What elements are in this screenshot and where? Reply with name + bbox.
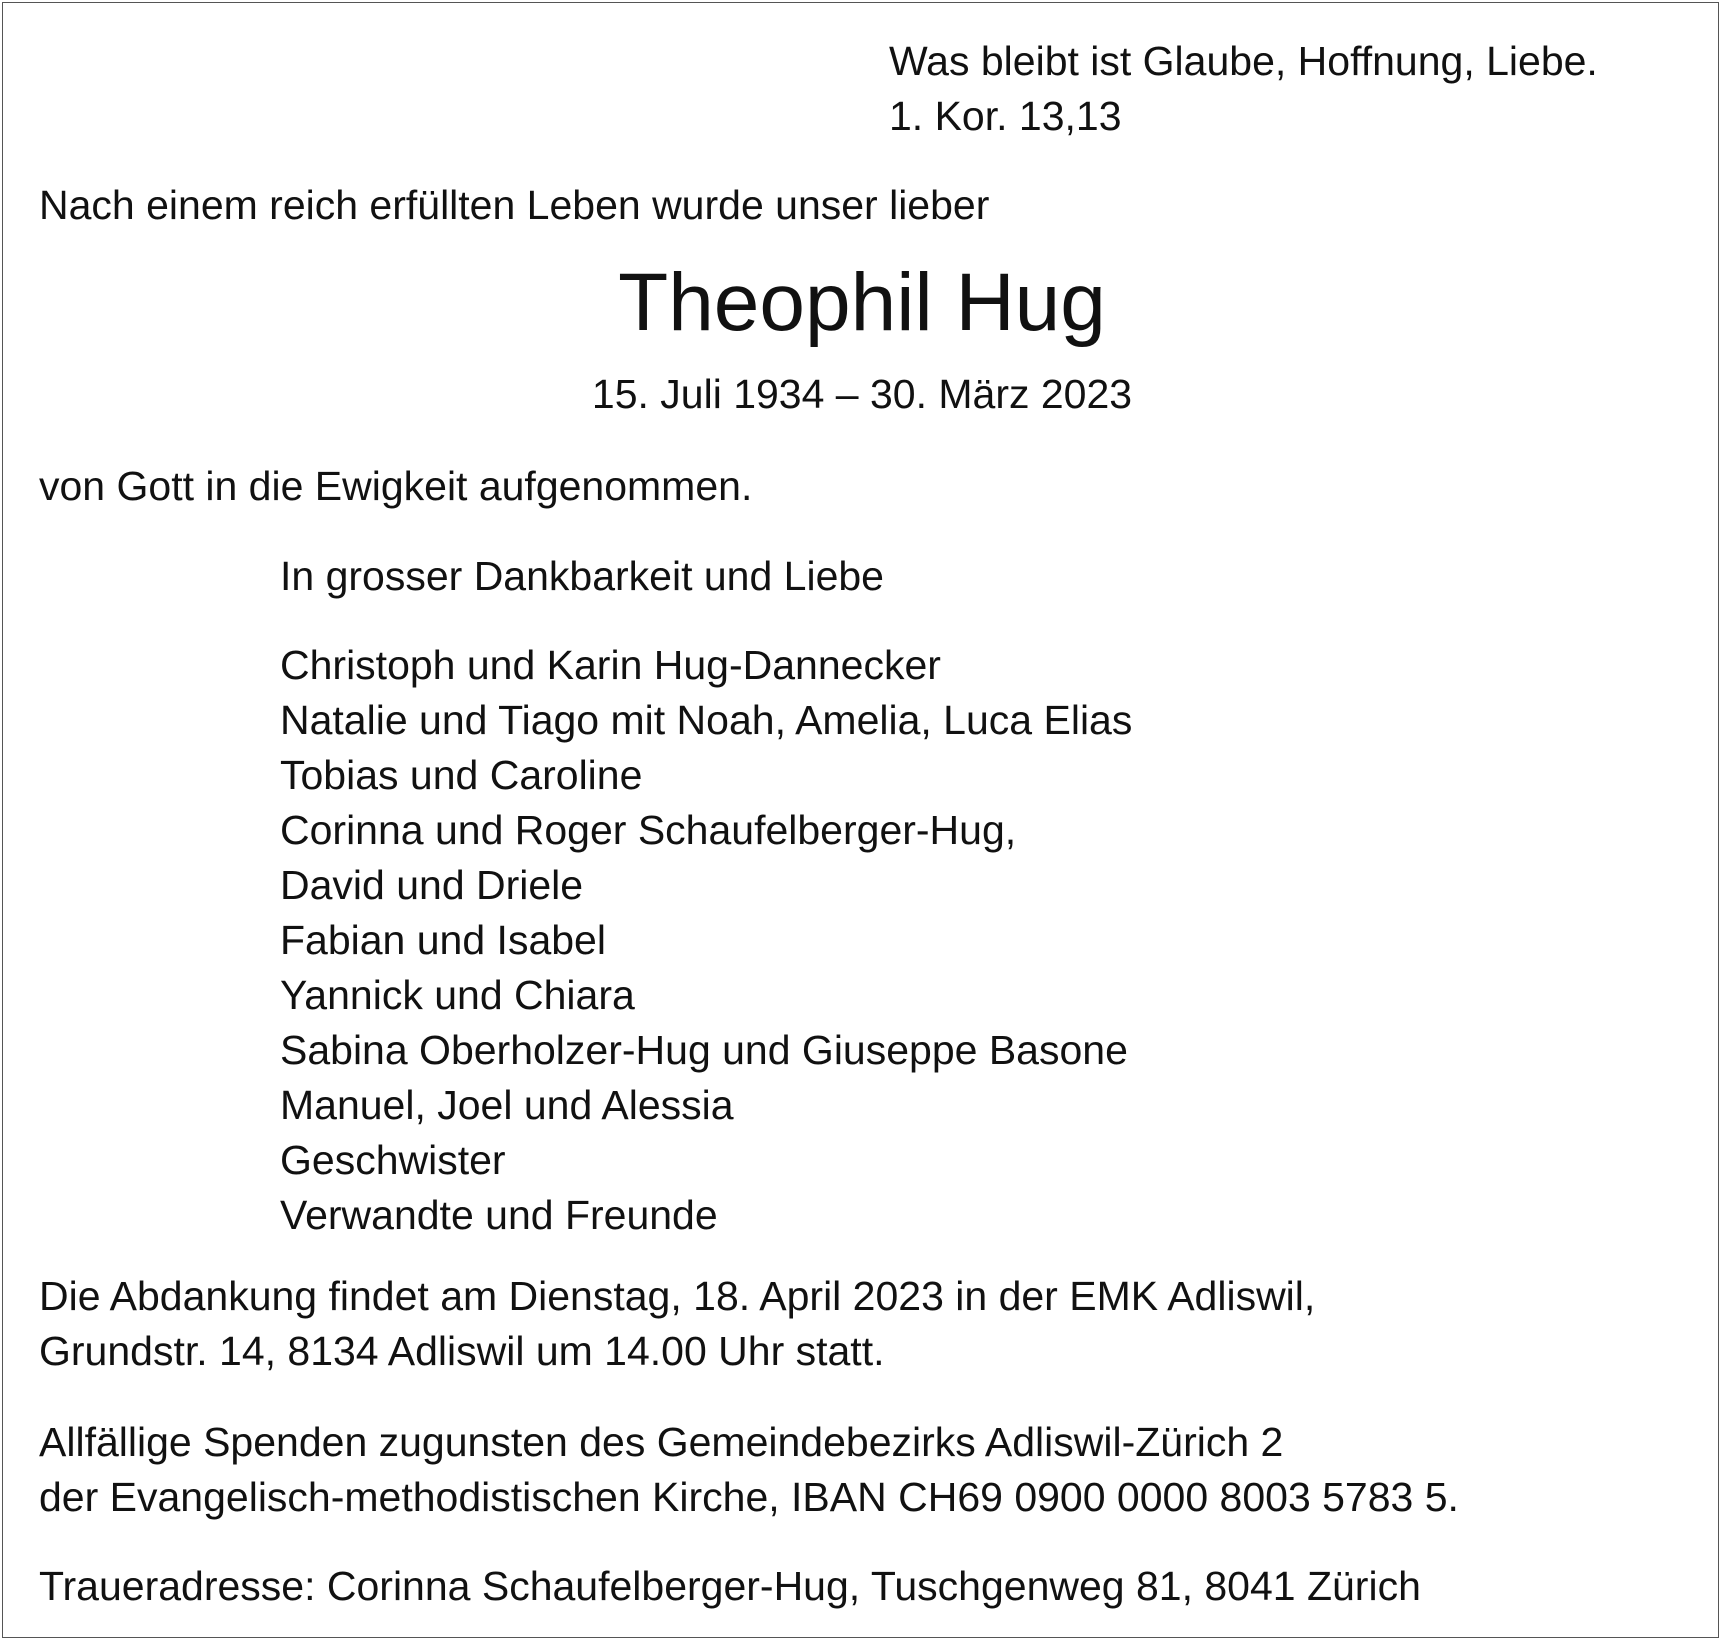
closing-text: von Gott in die Ewigkeit aufgenommen. [39, 463, 753, 509]
mourners-list [280, 642, 1133, 1250]
deceased-name: Theophil Hug [618, 257, 1106, 348]
donation-info-line2: der Evangelisch-methodistischen Kirche, IBAN CH69 0900 0000 8003 5783 5. [39, 1474, 1459, 1520]
mourner-entry: Christoph und Karin Hug-Dannecker [280, 642, 941, 688]
mourner-entry: Natalie und Tiago mit Noah, Amelia, Luca Elias [280, 697, 1133, 743]
mourner-entry: Corinna und Roger Schaufelberger-Hug, [280, 807, 1017, 853]
mourner-entry: Yannick und Chiara [280, 972, 635, 1018]
mourner-entry: Verwandte und Freunde [280, 1192, 718, 1238]
mourner-entry: Sabina Oberholzer-Hug und Giuseppe Basone [280, 1027, 1128, 1073]
service-info-line1: Die Abdankung findet am Dienstag, 18. April 2023 in der EMK Adliswil, [39, 1273, 1316, 1319]
mourner-entry: Tobias und Caroline [280, 752, 643, 798]
service-info-line2: Grundstr. 14, 8134 Adliswil um 14.00 Uhr statt. [39, 1328, 885, 1374]
mourning-address: Traueradresse: Corinna Schaufelberger-Hug, Tuschgenweg 81, 8041 Zürich [39, 1563, 1421, 1609]
mourner-entry: Geschwister [280, 1137, 506, 1183]
life-dates: 15. Juli 1934 – 30. März 2023 [591, 371, 1133, 417]
mourner-entry: Manuel, Joel und Alessia [280, 1082, 734, 1128]
donation-info-line1: Allfällige Spenden zugunsten des Gemeindebezirks Adliswil-Zürich 2 [39, 1419, 1284, 1465]
mourner-entry: Fabian und Isabel [280, 917, 606, 963]
bible-verse-reference: 1. Kor. 13,13 [889, 93, 1122, 139]
mourner-entry: David und Driele [280, 862, 584, 908]
intro-text: Nach einem reich erfüllten Leben wurde unser lieber [39, 182, 990, 228]
bible-verse: Was bleibt ist Glaube, Hoffnung, Liebe. [889, 38, 1598, 84]
gratitude-line: In grosser Dankbarkeit und Liebe [280, 553, 884, 599]
